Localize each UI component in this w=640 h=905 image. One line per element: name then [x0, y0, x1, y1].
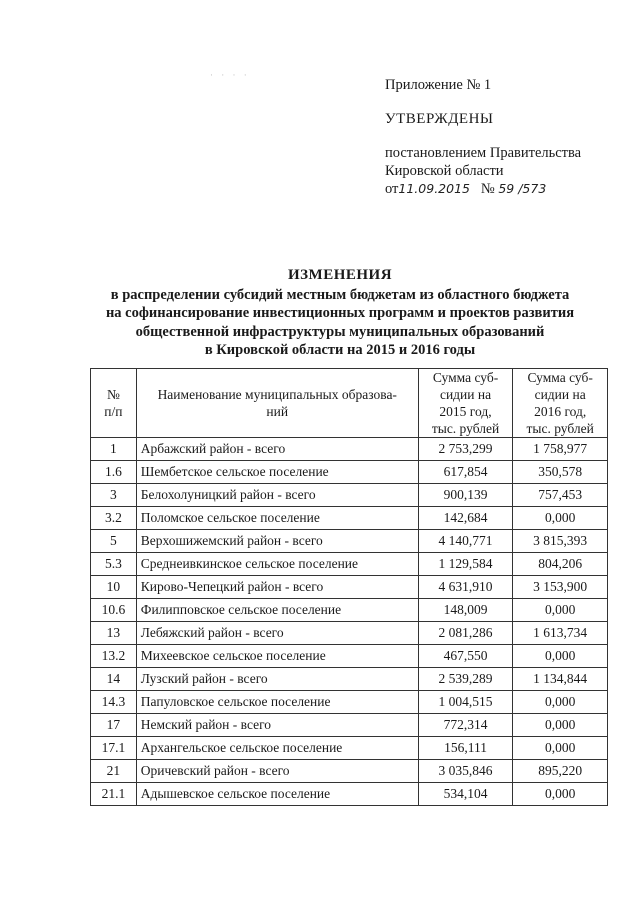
subsidy-2015: 534,104 [418, 783, 513, 806]
municipality-name: Адышевское сельское поселение [136, 783, 418, 806]
table-row [91, 783, 608, 806]
municipality-name: Кирово-Чепецкий район - всего [136, 576, 418, 599]
table-row [91, 645, 608, 668]
decree-line-1: постановлением Правительства [385, 145, 582, 161]
subsidy-2015: 617,854 [418, 461, 513, 484]
row-number: 17 [91, 714, 137, 737]
subsidy-2016: 804,206 [513, 553, 608, 576]
subsidy-2015: 2 753,299 [418, 438, 513, 461]
header-number [91, 369, 137, 438]
header-2016-line-4: тыс. рублей [526, 421, 594, 436]
table-row [91, 760, 608, 783]
decree-line-2: Кировской области [385, 163, 504, 179]
title-line-1: в распределении субсидий местным бюджетам из областного бюджета [110, 286, 570, 303]
row-number: 17.1 [91, 737, 137, 760]
header-2016-line-3: 2016 год, [534, 404, 587, 419]
subsidy-2016: 1 758,977 [513, 438, 608, 461]
table-row [91, 484, 608, 507]
header-name-line-1: Наименование муниципальных образова- [157, 387, 397, 402]
subsidy-2015: 1 129,584 [418, 553, 513, 576]
municipality-name: Арбажский район - всего [136, 438, 418, 461]
header-2015-line-1: Сумма суб- [432, 370, 499, 385]
table-row [91, 714, 608, 737]
subsidy-2016: 0,000 [513, 507, 608, 530]
subsidy-2015: 4 140,771 [418, 530, 513, 553]
from-label: от [385, 181, 399, 197]
row-number: 1 [91, 438, 137, 461]
municipality-name: Верхошижемский район - всего [136, 530, 418, 553]
title-line-3: общественной инфраструктуры муниципальных образований [135, 323, 545, 340]
header-2015-line-3: 2015 год, [439, 404, 492, 419]
subsidy-2016: 350,578 [513, 461, 608, 484]
table-row [91, 438, 608, 461]
row-number: 5 [91, 530, 137, 553]
row-number: 3.2 [91, 507, 137, 530]
header-2015-line-2: сидии на [439, 387, 492, 402]
scan-artifact: · · · · [210, 70, 250, 80]
subsidy-2016: 1 134,844 [513, 668, 608, 691]
row-number: 14.3 [91, 691, 137, 714]
table-header-row [91, 369, 608, 438]
municipality-name: Оричевский район - всего [136, 760, 418, 783]
header-2016-line-1: Сумма суб- [527, 370, 593, 385]
municipality-name: Архангельское сельское поселение [136, 737, 418, 760]
table-row [91, 507, 608, 530]
subsidy-2015: 1 004,515 [418, 691, 513, 714]
municipality-name: Лебяжский район - всего [136, 622, 418, 645]
municipality-name: Папуловское сельское поселение [136, 691, 418, 714]
table-row [91, 622, 608, 645]
subsidy-2015: 142,684 [418, 507, 513, 530]
subsidy-2015: 156,111 [418, 737, 513, 760]
subsidy-2016: 0,000 [513, 645, 608, 668]
table-row [91, 691, 608, 714]
header-name-line-2: ний [266, 404, 289, 419]
table-row [91, 668, 608, 691]
subsidy-2015: 2 539,289 [418, 668, 513, 691]
header-number-line-1: № [106, 387, 120, 402]
municipality-name: Шембетское сельское поселение [136, 461, 418, 484]
row-number: 21 [91, 760, 137, 783]
subsidy-2016: 1 613,734 [513, 622, 608, 645]
document-title [60, 266, 620, 360]
number-label: № [480, 181, 495, 197]
approval-block [385, 76, 625, 198]
title-line-2: на софинансирование инвестиционных программ и проектов развития [105, 305, 575, 321]
row-number: 10 [91, 576, 137, 599]
row-number: 13.2 [91, 645, 137, 668]
title-main: ИЗМЕНЕНИЯ [287, 267, 393, 283]
decree-number: 59 /573 [498, 181, 547, 196]
subsidy-2015: 467,550 [418, 645, 513, 668]
decree-date: 11.09.2015 [398, 181, 470, 196]
subsidy-2016: 0,000 [513, 599, 608, 622]
table-row [91, 737, 608, 760]
row-number: 3 [91, 484, 137, 507]
subsidy-2016: 0,000 [513, 783, 608, 806]
row-number: 14 [91, 668, 137, 691]
row-number: 21.1 [91, 783, 137, 806]
header-name [136, 369, 418, 438]
subsidy-2016: 757,453 [513, 484, 608, 507]
subsidy-2016: 3 153,900 [513, 576, 608, 599]
table-row [91, 599, 608, 622]
row-number: 10.6 [91, 599, 137, 622]
table-row [91, 530, 608, 553]
subsidy-2015: 2 081,286 [418, 622, 513, 645]
row-number: 1.6 [91, 461, 137, 484]
subsidy-table [90, 368, 608, 806]
table-row [91, 553, 608, 576]
subsidy-2015: 772,314 [418, 714, 513, 737]
subsidy-2015: 4 631,910 [418, 576, 513, 599]
row-number: 5.3 [91, 553, 137, 576]
appendix-label: Приложение № 1 [385, 77, 492, 93]
header-number-line-2: п/п [104, 404, 123, 419]
subsidy-2016: 0,000 [513, 714, 608, 737]
header-sum-2015 [418, 369, 513, 438]
municipality-name: Белохолуницкий район - всего [136, 484, 418, 507]
header-2015-line-4: тыс. рублей [431, 421, 500, 436]
subsidy-2016: 3 815,393 [513, 530, 608, 553]
municipality-name: Михеевское сельское поселение [136, 645, 418, 668]
approved-label: УТВЕРЖДЕНЫ [385, 111, 494, 127]
municipality-name: Поломское сельское поселение [136, 507, 418, 530]
header-sum-2016 [513, 369, 608, 438]
row-number: 13 [91, 622, 137, 645]
subsidy-2015: 3 035,846 [418, 760, 513, 783]
subsidy-2015: 148,009 [418, 599, 513, 622]
municipality-name: Немский район - всего [136, 714, 418, 737]
subsidy-2016: 895,220 [513, 760, 608, 783]
header-2016-line-2: сидии на [534, 387, 586, 402]
decree-date-number [385, 180, 625, 198]
subsidy-2016: 0,000 [513, 737, 608, 760]
table-body [91, 438, 608, 806]
subsidy-2016: 0,000 [513, 691, 608, 714]
title-line-4: в Кировской области на 2015 и 2016 годы [204, 342, 476, 358]
municipality-name: Филипповское сельское поселение [136, 599, 418, 622]
subsidy-2015: 900,139 [418, 484, 513, 507]
municipality-name: Лузский район - всего [136, 668, 418, 691]
municipality-name: Среднеивкинское сельское поселение [136, 553, 418, 576]
table-row [91, 461, 608, 484]
table-row [91, 576, 608, 599]
